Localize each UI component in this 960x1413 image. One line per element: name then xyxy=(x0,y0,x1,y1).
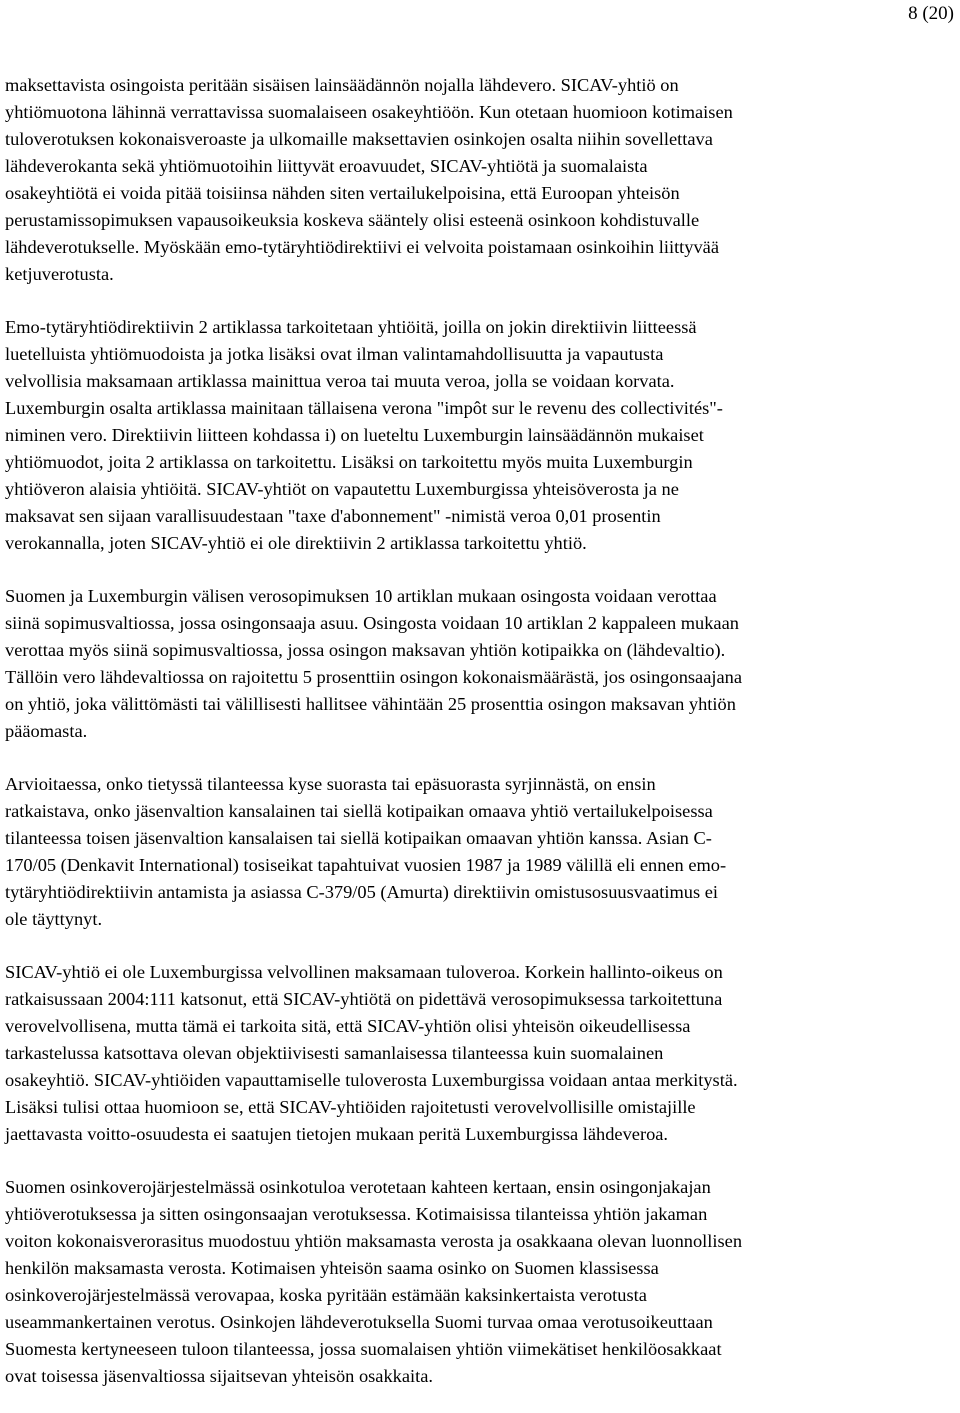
text-line: on yhtiö, joka välittömästi tai välillisesti hallitsee vähintään 25 prosenttia osingon maksavan yhtiön xyxy=(5,694,736,714)
text-line: perustamissopimuksen vapausoikeuksia koskeva sääntely olisi esteenä osinkoon kohdistuvalle xyxy=(5,210,700,230)
text-line: tuloverotuksen kokonaisveroaste ja ulkomaille maksettavien osinkojen osalta niihin sovellettava xyxy=(5,129,713,149)
text-line: ratkaistava, onko jäsenvaltion kansalainen tai siellä kotipaikan omaava yhtiö vertailukelpoisessa xyxy=(5,801,713,821)
text-line: Suomen ja Luxemburgin välisen verosopimuksen 10 artiklan mukaan osingosta voidaan verottaa xyxy=(5,586,717,606)
text-line: useammankertainen verotus. Osinkojen lähdeverotuksella Suomi turvaa omaa verotusoikeuttaan xyxy=(5,1312,713,1332)
text-line: Lisäksi tulisi ottaa huomioon se, että SICAV-yhtiöiden rajoitetusti verovelvollisille omistajille xyxy=(5,1097,696,1117)
text-line: verovelvollisena, mutta tämä ei tarkoita sitä, että SICAV-yhtiön olisi yhteisön oikeudellisessa xyxy=(5,1016,691,1036)
paragraph xyxy=(5,314,955,557)
text-line: SICAV-yhtiö ei ole Luxemburgissa velvollinen maksamaan tuloveroa. Korkein hallinto-oikeus on xyxy=(5,962,723,982)
text-line: ratkaisussaan 2004:111 katsonut, että SICAV-yhtiötä on pidettävä verosopimuksessa tarkoitettuna xyxy=(5,989,723,1009)
text-line: yhtiöveron alaisia yhtiöitä. SICAV-yhtiöt on vapautettu Luxemburgissa yhteisöverosta ja ne xyxy=(5,479,679,499)
text-line: ole täyttynyt. xyxy=(5,909,103,929)
text-line: lähdeverotukselle. Myöskään emo-tytäryhtiödirektiivi ei velvoita poistamaan osinkoihin liittyvää xyxy=(5,237,720,257)
text-line: osakeyhtiö. SICAV-yhtiöiden vapauttamiselle tuloverosta Luxemburgissa voidaan antaa merkitystä. xyxy=(5,1070,738,1090)
text-line: osakeyhtiötä ei voida pitää toisiinsa nähden siten vertailukelpoisina, että Euroopan yhteisön xyxy=(5,183,680,203)
text-line: yhtiömuotona lähinnä verrattavissa suomalaiseen osakeyhtiöön. Kun otetaan huomioon kotimaisen xyxy=(5,102,733,122)
text-line: maksettavista osingoista peritään sisäisen lainsäädännön nojalla lähdevero. SICAV-yhtiö on xyxy=(5,75,679,95)
page-number: 8 (20) xyxy=(908,3,954,24)
text-line: Tällöin vero lähdevaltiossa on rajoitettu 5 prosenttiin osingon kokonaismäärästä, jos osingonsaajana xyxy=(5,667,742,687)
text-line: velvollisia maksamaan artiklassa mainittua veroa tai muuta veroa, jolla se voidaan korvata. xyxy=(5,371,675,391)
text-line: Suomen osinkoverojärjestelmässä osinkotuloa verotetaan kahteen kertaan, ensin osingonjakajan xyxy=(5,1177,711,1197)
paragraph xyxy=(5,72,955,288)
text-line: maksavat sen sijaan varallisuudestaan "taxe d'abonnement" -nimistä veroa 0,01 prosentin xyxy=(5,506,661,526)
text-line: Suomesta kertyneeseen tuloon tilanteessa, jossa suomalaisen yhtiön viimekätiset henkilöosakkaat xyxy=(5,1339,722,1359)
text-line: ovat toisessa jäsenvaltiossa sijaitsevan yhteisön osakkaita. xyxy=(5,1366,434,1386)
paragraph xyxy=(5,583,955,745)
text-line: tarkastelussa katsottava olevan objektiivisesti samanlaisessa tilanteessa kuin suomalainen xyxy=(5,1043,664,1063)
text-line: Emo-tytäryhtiödirektiivin 2 artiklassa tarkoitetaan yhtiöitä, joilla on jokin direktiivin liitteessä xyxy=(5,317,697,337)
paragraph xyxy=(5,1174,955,1390)
text-line: voiton kokonaisverorasitus muodostuu yhtiön maksamasta verosta ja osakkaana olevan luonnollisen xyxy=(5,1231,743,1251)
text-line: pääomasta. xyxy=(5,721,88,741)
text-line: ketjuverotusta. xyxy=(5,264,114,284)
text-line: tytäryhtiödirektiivin antamista ja asiassa C-379/05 (Amurta) direktiivin omistusosuusvaatimus ei xyxy=(5,882,719,902)
paragraph xyxy=(5,959,955,1148)
text-line: jaettavasta voitto-osuudesta ei saatujen tietojen mukaan peritä Luxemburgissa lähdeveroa. xyxy=(5,1124,669,1144)
text-line: yhtiöverotuksessa ja sitten osingonsaajan verotuksessa. Kotimaisissa tilanteissa yhtiön jakaman xyxy=(5,1204,708,1224)
text-line: 170/05 (Denkavit International) tosiseikat tapahtuivat vuosien 1987 ja 1989 välillä eli ennen emo- xyxy=(5,855,727,875)
paragraph xyxy=(5,771,955,933)
text-line: siinä sopimusvaltiossa, jossa osingonsaaja asuu. Osingosta voidaan 10 artiklan 2 kappaleen mukaan xyxy=(5,613,739,633)
text-line: Luxemburgin osalta artiklassa mainitaan tällaisena verona "impôt sur le revenu des collectivités"- xyxy=(5,398,723,418)
text-line: henkilön maksamasta verosta. Kotimaisen yhteisön saama osinko on Suomen klassisessa xyxy=(5,1258,659,1278)
document-body xyxy=(5,72,955,1390)
text-line: niminen vero. Direktiivin liitteen kohdassa i) on lueteltu Luxemburgin lainsäädännön mukaiset xyxy=(5,425,704,445)
text-line: Arvioitaessa, onko tietyssä tilanteessa kyse suorasta tai epäsuorasta syrjinnästä, on ensin xyxy=(5,774,656,794)
text-line: verottaa myös siinä sopimusvaltiossa, jossa osingon maksavan yhtiön kotipaikka on (lähdevaltio). xyxy=(5,640,726,660)
text-line: luetelluista yhtiömuodoista ja jotka lisäksi ovat ilman valintamahdollisuutta ja vapautusta xyxy=(5,344,664,364)
text-line: lähdeverokanta sekä yhtiömuotoihin liittyvät eroavuudet, SICAV-yhtiötä ja suomalaista xyxy=(5,156,648,176)
text-line: osinkoverojärjestelmässä verovapaa, koska pyritään estämään kaksinkertaista verotusta xyxy=(5,1285,647,1305)
text-line: verokannalla, joten SICAV-yhtiö ei ole direktiivin 2 artiklassa tarkoitettu yhtiö. xyxy=(5,533,587,553)
text-line: tilanteessa toisen jäsenvaltion kansalaisen tai siellä kotipaikan omaavan yhtiön kanssa. Asian C- xyxy=(5,828,712,848)
text-line: yhtiömuodot, joita 2 artiklassa on tarkoitettu. Lisäksi on tarkoitettu myös muita Luxemburgin xyxy=(5,452,693,472)
